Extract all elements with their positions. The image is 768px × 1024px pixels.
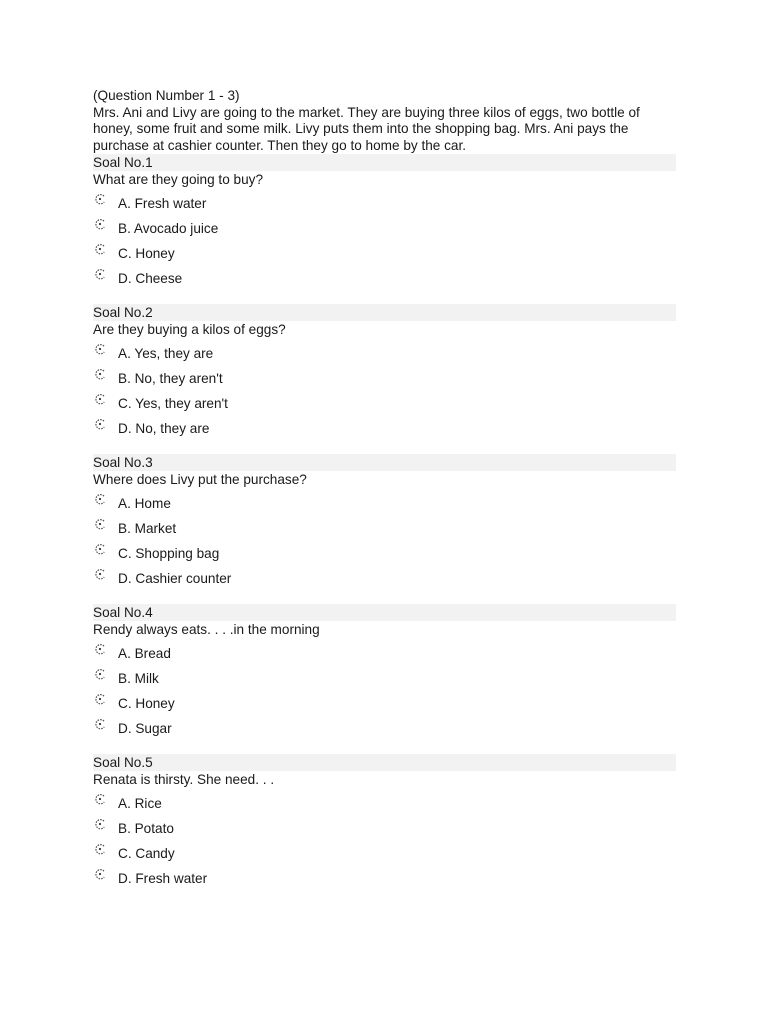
answer-option-label[interactable]: D. Fresh water	[118, 871, 208, 886]
question-spacer	[93, 288, 676, 304]
question-prompt: Where does Livy put the purchase?	[93, 472, 307, 487]
radio-button-icon[interactable]	[94, 868, 106, 880]
radio-button-icon[interactable]	[94, 343, 106, 355]
answer-option[interactable]	[93, 663, 676, 688]
answer-option[interactable]	[93, 388, 676, 413]
answer-option-label[interactable]: A. Home	[118, 496, 171, 511]
question-prompt: Renata is thirsty. She need. . .	[93, 772, 275, 787]
answer-option-label[interactable]: A. Rice	[118, 796, 162, 811]
answer-option-label[interactable]: B. Milk	[118, 671, 159, 686]
question-spacer	[93, 738, 676, 754]
answer-option[interactable]	[93, 688, 676, 713]
radio-button-icon[interactable]	[94, 493, 106, 505]
answer-option[interactable]	[93, 413, 676, 438]
question-block	[93, 304, 676, 454]
question-spacer	[93, 438, 676, 454]
question-number-header: Soal No.2	[93, 304, 676, 321]
question-list	[93, 154, 676, 888]
answer-option-label[interactable]: C. Candy	[118, 846, 175, 861]
answer-option-label[interactable]: D. Cashier counter	[118, 571, 232, 586]
answer-option[interactable]	[93, 488, 676, 513]
question-number-header: Soal No.5	[93, 754, 676, 771]
answer-option-label[interactable]: B. Potato	[118, 821, 174, 836]
answer-options	[93, 638, 676, 738]
question-number-header: Soal No.4	[93, 604, 676, 621]
radio-button-icon[interactable]	[94, 668, 106, 680]
answer-option[interactable]	[93, 838, 676, 863]
radio-button-icon[interactable]	[94, 218, 106, 230]
question-block	[93, 604, 676, 754]
answer-option[interactable]	[93, 188, 676, 213]
answer-option-label[interactable]: B. No, they aren't	[118, 371, 223, 386]
radio-button-icon[interactable]	[94, 393, 106, 405]
question-number-header: Soal No.3	[93, 454, 676, 471]
answer-option-label[interactable]: B. Market	[118, 521, 177, 536]
question-prompt: Are they buying a kilos of eggs?	[93, 322, 286, 337]
answer-option-label[interactable]: C. Honey	[118, 246, 175, 261]
question-number-header: Soal No.1	[93, 154, 676, 171]
answer-option[interactable]	[93, 238, 676, 263]
question-block	[93, 454, 676, 604]
question-spacer	[93, 588, 676, 604]
intro-section	[93, 88, 676, 154]
radio-button-icon[interactable]	[94, 818, 106, 830]
answer-option[interactable]	[93, 813, 676, 838]
answer-option[interactable]	[93, 863, 676, 888]
radio-button-icon[interactable]	[94, 268, 106, 280]
answer-option[interactable]	[93, 713, 676, 738]
answer-option-label[interactable]: B. Avocado juice	[118, 221, 219, 236]
answer-option-label[interactable]: C. Honey	[118, 696, 175, 711]
intro-passage: Mrs. Ani and Livy are going to the market. They are buying three kilos of eggs, two bottle of honey, some fruit and some milk. Livy puts them into the shopping bag. Mrs. Ani pays the purchase at cashier counter. Then they go to home by the car.	[93, 104, 640, 153]
radio-button-icon[interactable]	[94, 193, 106, 205]
quiz-content	[93, 88, 676, 888]
question-prompt: What are they going to buy?	[93, 172, 264, 187]
answer-option[interactable]	[93, 788, 676, 813]
radio-button-icon[interactable]	[94, 693, 106, 705]
radio-button-icon[interactable]	[94, 643, 106, 655]
answer-option[interactable]	[93, 213, 676, 238]
radio-button-icon[interactable]	[94, 418, 106, 430]
answer-option[interactable]	[93, 513, 676, 538]
radio-button-icon[interactable]	[94, 243, 106, 255]
answer-option[interactable]	[93, 338, 676, 363]
radio-button-icon[interactable]	[94, 543, 106, 555]
answer-option-label[interactable]: A. Yes, they are	[118, 346, 214, 361]
question-block	[93, 154, 676, 304]
answer-option-label[interactable]: C. Yes, they aren't	[118, 396, 228, 411]
radio-button-icon[interactable]	[94, 518, 106, 530]
answer-options	[93, 488, 676, 588]
answer-options	[93, 788, 676, 888]
answer-option-label[interactable]: D. Cheese	[118, 271, 183, 286]
answer-option[interactable]	[93, 563, 676, 588]
answer-option[interactable]	[93, 538, 676, 563]
answer-option[interactable]	[93, 638, 676, 663]
answer-option-label[interactable]: C. Shopping bag	[118, 546, 220, 561]
answer-option-label[interactable]: D. Sugar	[118, 721, 172, 736]
answer-options	[93, 338, 676, 438]
answer-option-label[interactable]: D. No, they are	[118, 421, 210, 436]
answer-option-label[interactable]: A. Bread	[118, 646, 171, 661]
radio-button-icon[interactable]	[94, 368, 106, 380]
answer-option-label[interactable]: A. Fresh water	[118, 196, 207, 211]
radio-button-icon[interactable]	[94, 568, 106, 580]
question-block	[93, 754, 676, 888]
answer-option[interactable]	[93, 263, 676, 288]
radio-button-icon[interactable]	[94, 718, 106, 730]
radio-button-icon[interactable]	[94, 793, 106, 805]
question-prompt: Rendy always eats. . . .in the morning	[93, 622, 320, 637]
answer-options	[93, 188, 676, 288]
intro-heading: (Question Number 1 - 3)	[93, 88, 240, 103]
radio-button-icon[interactable]	[94, 843, 106, 855]
answer-option[interactable]	[93, 363, 676, 388]
